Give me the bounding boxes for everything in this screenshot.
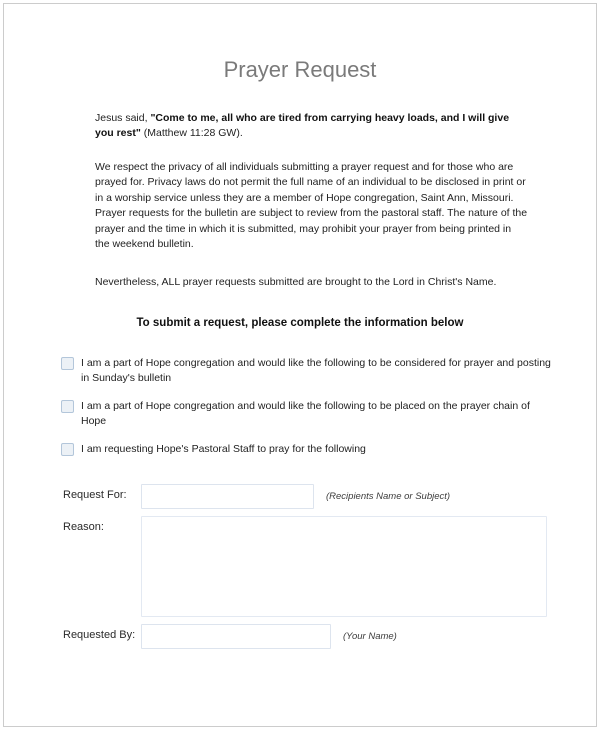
requested-by-hint: (Your Name) (343, 630, 397, 642)
checkbox-row-bulletin (61, 356, 560, 385)
form-section (63, 484, 560, 649)
reason-textarea[interactable] (141, 516, 547, 617)
checkbox-section (61, 356, 560, 457)
checkbox-prayer-chain-label: I am a part of Hope congregation and would like the following to be placed on the prayer chain of Hope (81, 400, 530, 427)
nevertheless-paragraph: Nevertheless, ALL prayer requests submitted are brought to the Lord in Christ's Name. (95, 275, 497, 288)
request-for-row (63, 484, 560, 509)
instruction-heading: To submit a request, please complete the information below (136, 317, 464, 329)
request-for-label: Request For: (63, 488, 127, 501)
reason-label: Reason: (63, 520, 104, 533)
scripture-quote-prefix: Jesus said, (95, 111, 151, 124)
checkbox-prayer-chain[interactable] (61, 400, 74, 413)
checkbox-row-prayer-chain (61, 399, 560, 428)
checkbox-bulletin-label: I am a part of Hope congregation and would like the following to be considered for prayer and posting in Sunday's bulletin (81, 357, 551, 384)
requested-by-input[interactable] (141, 624, 331, 649)
reason-row (63, 516, 560, 617)
checkbox-bulletin[interactable] (61, 357, 74, 370)
scripture-quote-suffix: (Matthew 11:28 GW). (140, 127, 243, 139)
checkbox-row-pastoral-staff (61, 442, 560, 457)
checkbox-pastoral-staff-label: I am requesting Hope's Pastoral Staff to pray for the following (81, 443, 366, 455)
request-for-input[interactable] (141, 484, 314, 509)
page-title: Prayer Request (223, 57, 377, 82)
scripture-quote (95, 111, 528, 142)
privacy-paragraph: We respect the privacy of all individuals submitting a prayer request and for those who are prayed for. Privacy laws do not permit the full name of an individual to be disclosed in print or in a worship service unless they are a member of Hope congregation, Saint Ann, Missouri. Prayer requests for the bulletin are subject to review from the pastoral staff. The nature of the prayer and the time in which it is submitted, may prohibit your prayer from being printed in the weekend bulletin. (95, 160, 528, 250)
requested-by-label: Requested By: (63, 628, 136, 641)
scripture-quote-bold: "Come to me, all who are tired from carrying heavy loads, and I will give you rest" (95, 111, 510, 139)
request-for-hint: (Recipients Name or Subject) (326, 490, 451, 502)
requested-by-row (63, 624, 560, 649)
checkbox-pastoral-staff[interactable] (61, 443, 74, 456)
